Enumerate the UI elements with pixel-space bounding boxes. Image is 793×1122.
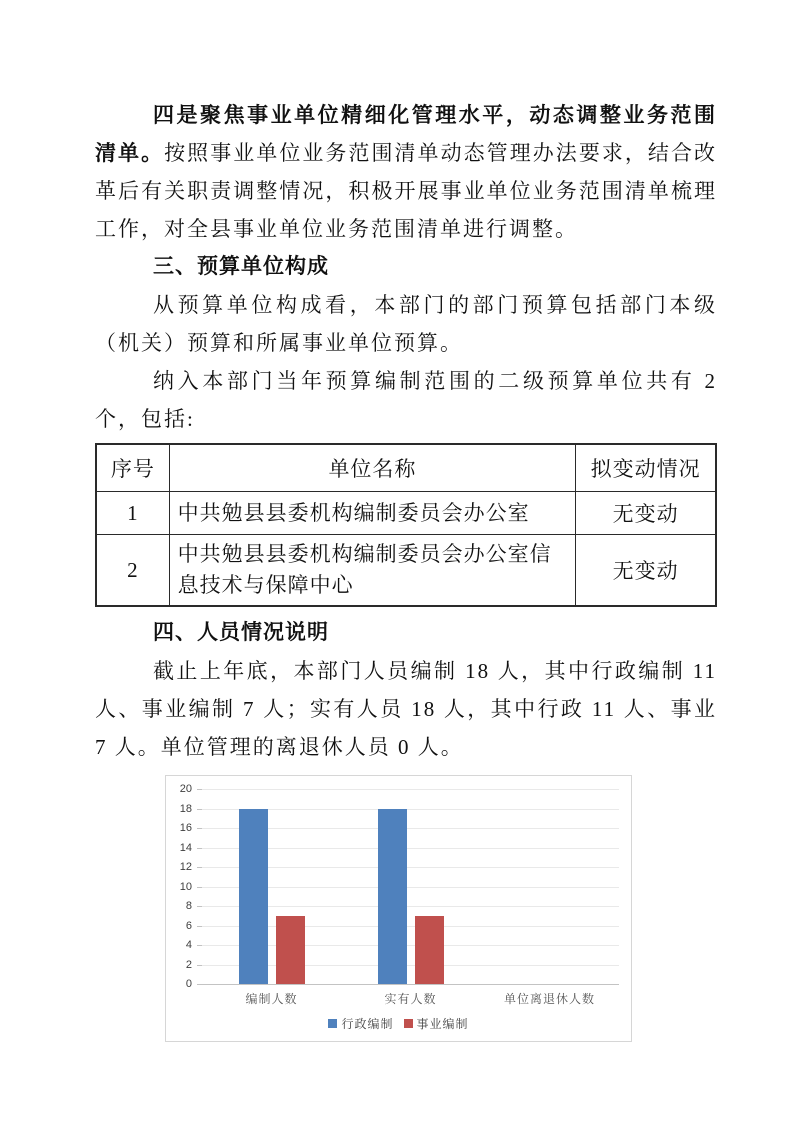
y-axis-tick bbox=[197, 945, 202, 946]
cell-unit-name: 中共勉县县委机构编制委员会办公室 bbox=[169, 492, 576, 535]
bar-series-1-category-1 bbox=[415, 916, 444, 984]
category-label: 单位离退休人数 bbox=[503, 992, 595, 1006]
personnel-bar-chart bbox=[165, 775, 632, 1042]
paragraph-intro-bold: 四是聚焦事业单位精细化管理水平，动态调整业务范围清单。 bbox=[95, 103, 717, 165]
y-axis-tick-label: 10 bbox=[179, 880, 192, 893]
y-axis-tick-label: 6 bbox=[185, 919, 192, 932]
y-axis-tick-label: 2 bbox=[185, 958, 192, 971]
section3-paragraph-1: 从预算单位构成看，本部门的部门预算包括部门本级（机关）预算和所属事业单位预算。 bbox=[95, 293, 717, 355]
legend-item bbox=[328, 1015, 393, 1032]
header-unit-name: 单位名称 bbox=[169, 444, 576, 492]
budget-units-table bbox=[95, 443, 717, 607]
paragraph-intro-normal: 按照事业单位业务范围清单动态管理办法要求，结合改革后有关职责调整情况，积极开展事业单位业务范围清单梳理工作，对全县事业单位业务范围清单进行调整。 bbox=[95, 141, 718, 241]
y-axis-tick bbox=[197, 984, 202, 985]
section4-paragraph: 截止上年底，本部门人员编制 18 人，其中行政编制 11 人、事业编制 7 人；实有人员 18 人，其中行政 11 人、事业 7 人。单位管理的离退休人员 0 人。 bbox=[95, 659, 717, 759]
category-label: 实有人数 bbox=[384, 992, 437, 1006]
section4-heading: 四、人员情况说明 bbox=[153, 621, 329, 644]
legend-label: 行政编制 bbox=[341, 1017, 394, 1031]
header-change-status: 拟变动情况 bbox=[576, 444, 716, 492]
gridline bbox=[202, 789, 619, 790]
cell-change-status: 无变动 bbox=[576, 535, 716, 607]
legend-label: 事业编制 bbox=[416, 1017, 469, 1031]
y-axis-tick bbox=[197, 926, 202, 927]
y-axis-tick bbox=[197, 867, 202, 868]
y-axis-tick-label: 4 bbox=[185, 939, 192, 951]
cell-seq: 1 bbox=[96, 492, 169, 535]
y-axis-tick-label: 0 bbox=[185, 978, 192, 990]
y-axis-tick-label: 12 bbox=[179, 861, 192, 873]
section3-heading: 三、预算单位构成 bbox=[153, 255, 329, 278]
category-label: 编制人数 bbox=[245, 992, 298, 1006]
y-axis-tick-label: 14 bbox=[179, 841, 192, 854]
y-axis-tick-label: 16 bbox=[179, 822, 192, 834]
y-axis-tick-label: 18 bbox=[179, 802, 192, 815]
y-axis-tick bbox=[197, 789, 202, 790]
header-seq: 序号 bbox=[96, 444, 169, 492]
table-header-row bbox=[96, 444, 716, 492]
chart-legend bbox=[166, 1015, 631, 1032]
table-row bbox=[96, 535, 716, 607]
y-axis-tick bbox=[197, 965, 202, 966]
legend-swatch-icon bbox=[328, 1019, 337, 1028]
cell-unit-name: 中共勉县县委机构编制委员会办公室信息技术与保障中心 bbox=[169, 535, 576, 607]
section3-paragraph-2: 纳入本部门当年预算编制范围的二级预算单位共有 2 个，包括: bbox=[95, 369, 717, 431]
x-axis-line bbox=[202, 984, 619, 985]
bar-series-0-category-1 bbox=[378, 809, 407, 985]
y-axis-tick bbox=[197, 848, 202, 849]
cell-change-status: 无变动 bbox=[576, 492, 716, 535]
y-axis-tick bbox=[197, 828, 202, 829]
y-axis-tick-label: 20 bbox=[179, 783, 192, 795]
y-axis-tick bbox=[197, 887, 202, 888]
y-axis-tick-label: 8 bbox=[185, 900, 192, 912]
legend-item bbox=[404, 1015, 469, 1032]
document-content bbox=[95, 96, 717, 1042]
cell-seq: 2 bbox=[96, 535, 169, 607]
y-axis-tick bbox=[197, 906, 202, 907]
table-row bbox=[96, 492, 716, 535]
paragraph-intro bbox=[95, 96, 717, 248]
y-axis-tick bbox=[197, 809, 202, 810]
legend-swatch-icon bbox=[404, 1019, 413, 1028]
bar-series-0-category-0 bbox=[239, 809, 268, 985]
bar-series-1-category-0 bbox=[276, 916, 305, 984]
